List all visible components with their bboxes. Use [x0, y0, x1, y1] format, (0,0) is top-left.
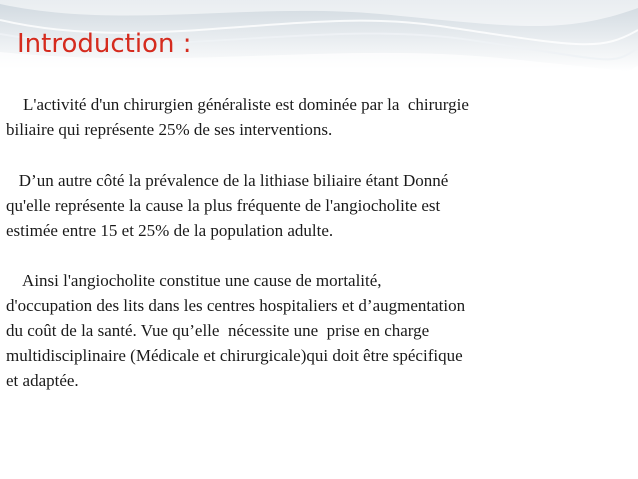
slide-title: Introduction :	[17, 29, 192, 59]
paragraph-line: d'occupation des lits dans les centres hospitaliers et d’augmentation	[6, 296, 466, 315]
conclusion-paragraph	[6, 268, 465, 393]
paragraph-line: estimée entre 15 et 25% de la population adulte.	[6, 221, 334, 240]
paragraph-line: biliaire qui représente 25% de ses interventions.	[6, 120, 333, 139]
paragraph-line: et adaptée.	[6, 371, 79, 390]
paragraph-line: D’un autre côté la prévalence de la lithiase biliaire étant Donné	[6, 171, 449, 190]
paragraph-line: Ainsi l'angiocholite constitue une cause de mortalité,	[6, 271, 382, 290]
paragraph-line: L'activité d'un chirurgien généraliste est dominée par la chirurgie	[6, 95, 469, 114]
paragraph-line: multidisciplinaire (Médicale et chirurgicale)qui doit être spécifique	[6, 346, 463, 365]
paragraph-line: qu'elle représente la cause la plus fréquente de l'angiocholite est	[6, 196, 441, 215]
intro-paragraph	[6, 92, 469, 142]
paragraph-line: du coût de la santé. Vue qu’elle nécessite une prise en charge	[6, 321, 430, 340]
prevalence-paragraph	[6, 168, 448, 243]
